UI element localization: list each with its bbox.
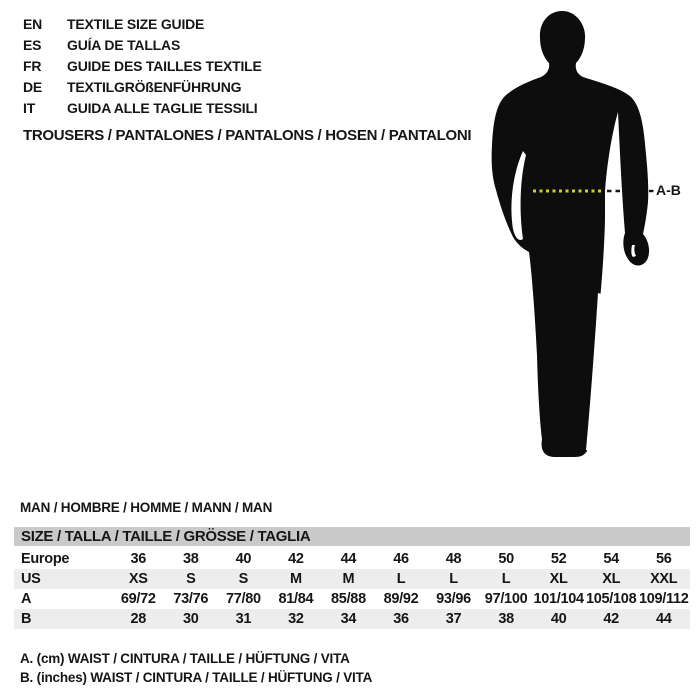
size-cell: 30 [183, 611, 199, 627]
size-cell: XL [602, 571, 621, 587]
size-cell: S [238, 571, 249, 587]
size-cell: 31 [235, 611, 252, 627]
man-silhouette-icon [485, 5, 665, 457]
size-cell: 40 [550, 611, 567, 627]
language-label: TEXTILE SIZE GUIDE [67, 16, 205, 32]
size-cell: 38 [498, 611, 514, 627]
row-label: A [21, 591, 32, 607]
size-table [14, 527, 690, 629]
size-cell: 69/72 [120, 591, 156, 607]
size-cell: 73/76 [173, 591, 209, 607]
size-cell: 109/112 [638, 591, 689, 607]
size-cell: 44 [655, 611, 672, 627]
language-row-es [23, 35, 262, 56]
size-cell: 89/92 [383, 591, 419, 607]
size-cell: XXL [650, 571, 678, 587]
size-table-row-b [14, 609, 690, 629]
size-cell: 36 [130, 551, 147, 567]
size-table-row-us [14, 569, 690, 589]
measurement-label: A-B [656, 182, 681, 198]
language-label: GUIDA ALLE TAGLIE TESSILI [67, 100, 258, 116]
size-cell: 34 [340, 611, 357, 627]
size-cell: 105/108 [586, 591, 637, 607]
size-cell: 101/104 [533, 591, 584, 607]
language-list [23, 14, 262, 119]
size-cell: L [501, 571, 511, 587]
language-row-en [23, 14, 262, 35]
size-cell: 56 [655, 551, 672, 567]
size-cell: XL [549, 571, 568, 587]
language-label: GUIDE DES TAILLES TEXTILE [67, 58, 262, 74]
size-cell: M [290, 571, 302, 587]
size-cell: XS [128, 571, 148, 587]
man-silhouette-figure [485, 5, 665, 457]
row-label: Europe [21, 551, 70, 567]
language-row-fr [23, 56, 262, 77]
size-cell: 50 [498, 551, 514, 567]
size-cell: L [449, 571, 458, 587]
size-cell: 77/80 [225, 591, 261, 607]
size-cell: 37 [445, 611, 462, 627]
language-code: DE [23, 79, 43, 95]
size-table-rows [14, 549, 690, 629]
size-cell: 93/96 [436, 591, 471, 607]
size-cell: 52 [550, 551, 567, 567]
size-cell: 32 [288, 611, 304, 627]
size-cell: 54 [603, 551, 619, 567]
garment-heading: TROUSERS / PANTALONES / PANTALONS / HOSEN / PANTALONI [23, 127, 472, 144]
size-cell: M [342, 571, 355, 587]
footnotes [20, 649, 372, 687]
language-row-it [23, 98, 262, 119]
size-cell: 40 [235, 551, 252, 567]
footnote-b: B. (inches) WAIST / CINTURA / TAILLE / HÜFTUNG / VITA [20, 670, 373, 685]
row-label: US [21, 571, 41, 587]
size-table-header: SIZE / TALLA / TAILLE / GRÖSSE / TAGLIA [14, 527, 690, 546]
size-cell: 42 [603, 611, 619, 627]
size-table-row-europe [14, 549, 690, 569]
language-code: FR [23, 58, 42, 74]
size-cell: S [186, 571, 196, 587]
row-label: B [21, 611, 32, 627]
footnote-a: A. (cm) WAIST / CINTURA / TAILLE / HÜFTUNG / VITA [20, 651, 350, 666]
language-row-de [23, 77, 262, 98]
size-cell: L [396, 571, 406, 587]
language-label: TEXTILGRÖßENFÜHRUNG [67, 79, 242, 95]
size-table-row-a [14, 589, 690, 609]
language-label: GUÍA DE TALLAS [67, 37, 181, 53]
language-code: ES [23, 37, 42, 53]
size-cell: 97/100 [484, 591, 528, 607]
size-cell: 46 [393, 551, 409, 567]
size-cell: 36 [393, 611, 409, 627]
size-cell: 28 [130, 611, 147, 627]
size-cell: 44 [340, 551, 357, 567]
size-cell: 42 [288, 551, 304, 567]
size-cell: 48 [445, 551, 462, 567]
language-code: IT [23, 100, 36, 116]
size-cell: 38 [183, 551, 199, 567]
section-heading: MAN / HOMBRE / HOMME / MANN / MAN [20, 500, 273, 515]
language-code: EN [23, 16, 43, 32]
size-cell: 81/84 [278, 591, 314, 607]
size-cell: 85/88 [331, 591, 366, 607]
